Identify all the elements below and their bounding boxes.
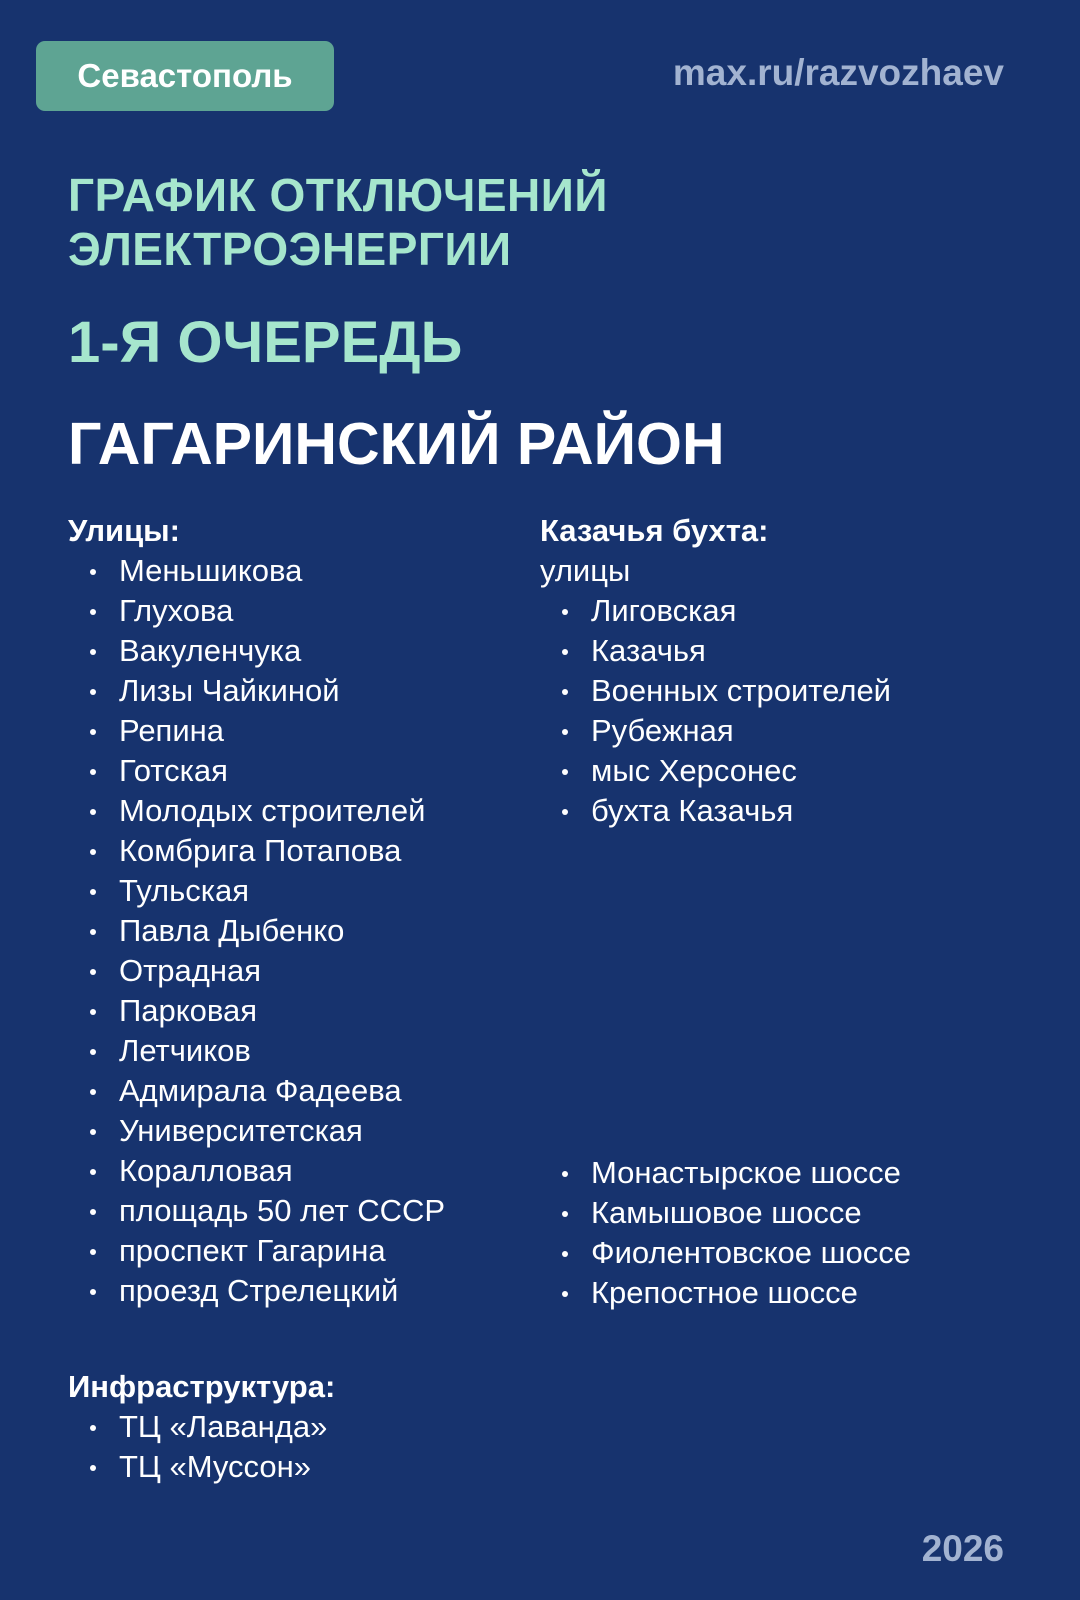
streets-list <box>68 551 445 1311</box>
infrastructure-section <box>68 1367 335 1487</box>
street-item: Адмирала Фадеева <box>68 1071 445 1111</box>
highway-item: Фиолентовское шоссе <box>540 1233 911 1273</box>
street-item: Павла Дыбенко <box>68 911 445 951</box>
street-item: Репина <box>68 711 445 751</box>
kazachya-street-item: Рубежная <box>540 711 891 751</box>
streets-section <box>68 511 445 1311</box>
kazachya-section <box>540 511 891 831</box>
kazachya-street-item: мыс Херсонес <box>540 751 891 791</box>
kazachya-subheading: улицы <box>540 553 631 588</box>
highway-item: Крепостное шоссе <box>540 1273 911 1313</box>
infrastructure-heading: Инфраструктура: <box>68 1369 336 1404</box>
street-item: Глухова <box>68 591 445 631</box>
street-item: Меньшикова <box>68 551 445 591</box>
kazachya-street-item: Казачья <box>540 631 891 671</box>
street-item: Коралловая <box>68 1151 445 1191</box>
street-item: площадь 50 лет СССР <box>68 1191 445 1231</box>
street-item: Тульская <box>68 871 445 911</box>
kazachya-street-item: бухта Казачья <box>540 791 891 831</box>
highway-item: Монастырское шоссе <box>540 1153 911 1193</box>
street-item: Лизы Чайкиной <box>68 671 445 711</box>
infrastructure-item: ТЦ «Муссон» <box>68 1447 335 1487</box>
streets-heading: Улицы: <box>68 513 180 548</box>
kazachya-heading: Казачья бухта: <box>540 513 769 548</box>
year-label: 2026 <box>921 1528 1004 1569</box>
district-title: ГАГАРИНСКИЙ РАЙОН <box>68 411 725 477</box>
street-item: Парковая <box>68 991 445 1031</box>
street-item: Летчиков <box>68 1031 445 1071</box>
highway-item: Камышовое шоссе <box>540 1193 911 1233</box>
street-item: Университетская <box>68 1111 445 1151</box>
title-line: ГРАФИК ОТКЛЮЧЕНИЙ <box>68 169 608 221</box>
street-item: проезд Стрелецкий <box>68 1271 445 1311</box>
street-item: Комбрига Потапова <box>68 831 445 871</box>
street-item: Отрадная <box>68 951 445 991</box>
city-badge: Севастополь <box>36 41 334 111</box>
kazachya-street-item: Военных строителей <box>540 671 891 711</box>
kazachya-street-item: Лиговская <box>540 591 891 631</box>
infrastructure-item: ТЦ «Лаванда» <box>68 1407 335 1447</box>
infrastructure-list <box>68 1407 335 1487</box>
kazachya-list <box>540 591 891 831</box>
street-item: Молодых строителей <box>68 791 445 831</box>
highways-list <box>540 1153 911 1313</box>
queue-label: 1-Я ОЧЕРЕДЬ <box>68 310 463 375</box>
title-line: ЭЛЕКТРОЭНЕРГИИ <box>68 223 512 275</box>
source-link: max.ru/razvozhaev <box>672 52 1004 93</box>
page-title <box>68 168 608 276</box>
highways-section <box>540 1153 911 1313</box>
street-item: Готская <box>68 751 445 791</box>
street-item: Вакуленчука <box>68 631 445 671</box>
street-item: проспект Гагарина <box>68 1231 445 1271</box>
